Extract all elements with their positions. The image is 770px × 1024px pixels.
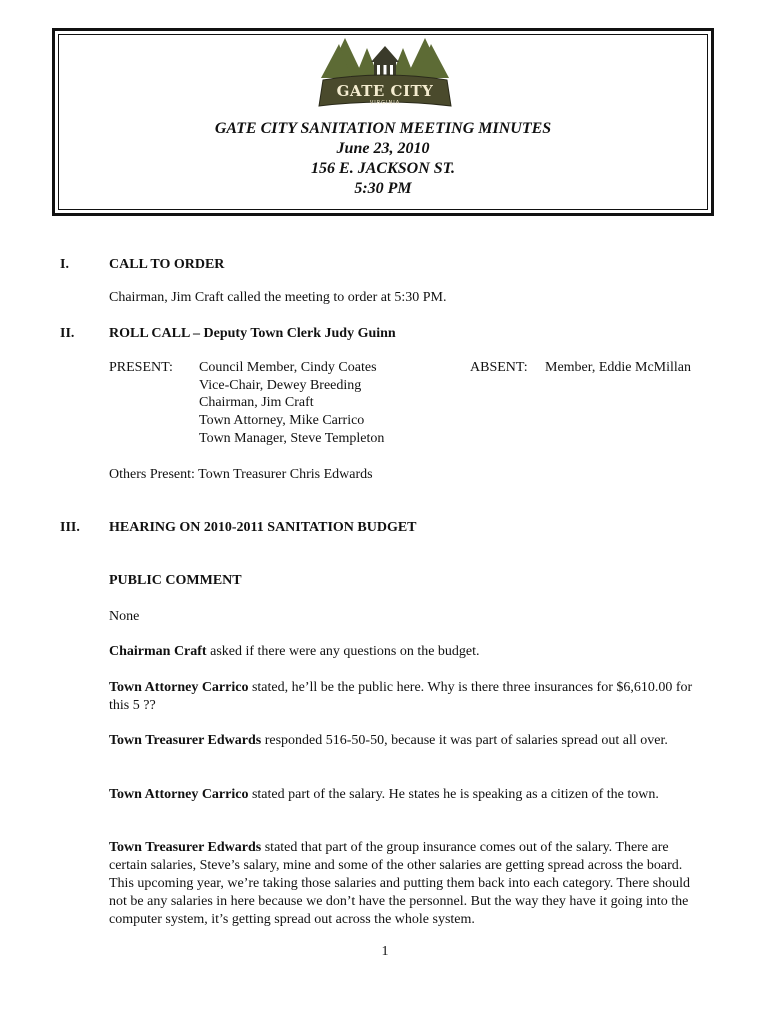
title-block xyxy=(55,119,711,199)
meeting-address: 156 E. JACKSON ST. xyxy=(311,160,455,177)
public-comment-heading: PUBLIC COMMENT xyxy=(109,573,242,588)
entry-text: asked if there were any questions on the budget. xyxy=(206,644,480,659)
speaker-name: Town Treasurer Edwards xyxy=(109,733,262,748)
meeting-date: June 23, 2010 xyxy=(336,140,430,157)
entry-text: stated that part of the group insurance comes out of the salary. There are certain salaries, Steve’s salary, mine and some of the other salaries are getting spread across the board. This upcoming year, we’re taking those salaries and putting them back into each category. There should not be any salaries in here because we don’t have the personnel. But the way they have it going into the computer system, it’s getting spread out across the whole system. xyxy=(109,840,691,927)
logo-text: GATE CITY xyxy=(336,82,434,100)
present-member: Vice-Chair, Dewey Breeding xyxy=(199,378,362,393)
minutes-entry xyxy=(109,679,707,715)
logo-graphic xyxy=(305,34,465,112)
page-number: 1 xyxy=(381,944,389,959)
call-to-order-text: Chairman, Jim Craft called the meeting to order at 5:30 PM. xyxy=(109,290,447,305)
speaker-name: Town Attorney Carrico xyxy=(109,787,249,802)
present-label: PRESENT: xyxy=(109,360,173,375)
document-title: GATE CITY SANITATION MEETING MINUTES xyxy=(214,120,552,137)
absent-label: ABSENT: xyxy=(470,360,528,375)
present-member: Council Member, Cindy Coates xyxy=(199,360,377,375)
section-1-heading: CALL TO ORDER xyxy=(109,257,225,272)
present-member: Town Attorney, Mike Carrico xyxy=(199,413,365,428)
entry-text: stated part of the salary. He states he is speaking as a citizen of the town. xyxy=(248,787,659,802)
minutes-entry xyxy=(109,643,707,661)
logo-subtext: VIRGINIA xyxy=(369,100,401,106)
speaker-name: Town Treasurer Edwards xyxy=(109,840,262,855)
section-1-numeral: I. xyxy=(60,257,69,272)
minutes-entry xyxy=(109,839,707,929)
public-comment-text: None xyxy=(109,609,140,624)
section-3-heading: HEARING ON 2010-2011 SANITATION BUDGET xyxy=(109,520,417,535)
minutes-entry xyxy=(109,786,707,804)
present-member: Chairman, Jim Craft xyxy=(199,395,314,410)
others-present: Others Present: Town Treasurer Chris Edwards xyxy=(109,467,373,482)
speaker-name: Chairman Craft xyxy=(109,644,207,659)
entry-text: responded 516-50-50, because it was part of salaries spread out all over. xyxy=(261,733,668,748)
header-box xyxy=(52,28,714,216)
section-2-heading: ROLL CALL – Deputy Town Clerk Judy Guinn xyxy=(109,326,396,341)
minutes-entry xyxy=(109,732,707,750)
entry-text: stated, he’ll be the public here. Why is there three insurances for $6,610.00 for this 5 ?? xyxy=(109,680,693,713)
section-2-numeral: II. xyxy=(60,326,75,341)
absent-member: Member, Eddie McMillan xyxy=(545,360,692,375)
gate-city-logo xyxy=(305,34,465,112)
present-member: Town Manager, Steve Templeton xyxy=(199,431,385,446)
meeting-time: 5:30 PM xyxy=(354,180,412,197)
speaker-name: Town Attorney Carrico xyxy=(109,680,249,695)
section-3-numeral: III. xyxy=(60,520,80,535)
